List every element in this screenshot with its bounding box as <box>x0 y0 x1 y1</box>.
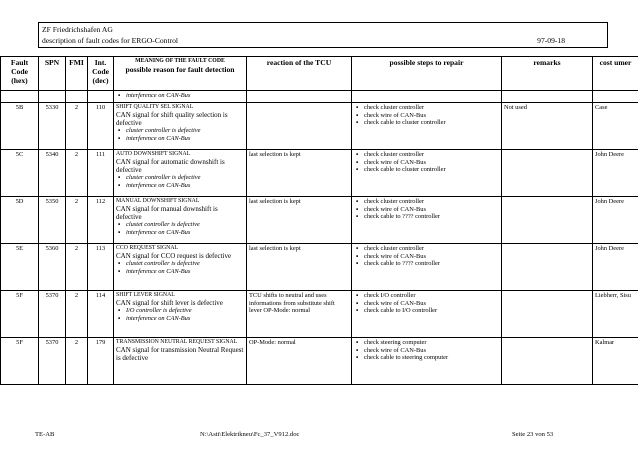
repair-step: ▪ check cable to ???? controller <box>354 260 499 268</box>
meaning-cell <box>114 291 247 338</box>
col-meaning-sub: possible reason for fault detection <box>125 65 235 74</box>
meaning-cell <box>114 103 247 150</box>
repair-step: ▪ check wire of CAN-Bus <box>354 253 499 261</box>
reason-item: ▪ interference on CAN-Bus <box>116 182 244 190</box>
repair-list <box>354 339 499 362</box>
remarks-cell <box>502 291 593 338</box>
int-code-cell: 111 <box>88 150 114 197</box>
signal-description: CAN signal for manual downshift is defective <box>116 205 218 221</box>
customer-cell: John Deere <box>593 150 638 197</box>
int-code-cell: 114 <box>88 291 114 338</box>
repair-step: ▪ check cluster controller <box>354 151 499 159</box>
remarks-cell <box>502 338 593 385</box>
repair-step: ▪ check steering computer <box>354 339 499 347</box>
int-code-cell: 179 <box>88 338 114 385</box>
meaning-cell <box>114 244 247 291</box>
remarks-cell <box>502 197 593 244</box>
table-row <box>1 244 638 291</box>
fault-code-cell: 5C <box>1 150 39 197</box>
table-row <box>1 338 638 385</box>
meaning-cell <box>114 150 247 197</box>
signal-description: CAN signal for transmission Neutral Request is defective <box>116 346 244 362</box>
fmi-cell: 2 <box>66 150 88 197</box>
repair-step: ▪ check wire of CAN-Bus <box>354 347 499 355</box>
repair-cell <box>352 291 502 338</box>
spn-cell: 5370 <box>39 291 66 338</box>
col-customer: cost umer <box>593 57 638 91</box>
reason-item: ▪ cluster controller is defective <box>116 127 244 135</box>
meaning-cell <box>114 197 247 244</box>
repair-step: ▪ check I/O controller <box>354 292 499 300</box>
table-row <box>1 150 638 197</box>
repair-cell <box>352 197 502 244</box>
reaction-cell: last selection is kept <box>247 197 352 244</box>
customer-cell: John Deere <box>593 197 638 244</box>
fmi-cell: 2 <box>66 338 88 385</box>
col-repair: possible steps to repair <box>352 57 502 91</box>
reason-list <box>116 221 244 236</box>
repair-step: ▪ check cluster controller <box>354 245 499 253</box>
reason-list <box>116 307 244 322</box>
repair-step: ▪ check wire of CAN-Bus <box>354 112 499 120</box>
reason-item: ▪ interference on CAN-Bus <box>116 229 244 237</box>
spn-cell: 5350 <box>39 197 66 244</box>
table-header-row <box>1 57 638 91</box>
reason-item: ▪ clustet controller is defective <box>116 260 244 268</box>
fmi-cell: 2 <box>66 291 88 338</box>
repair-step: ▪ check cable to cluster controller <box>354 166 499 174</box>
col-reaction: reaction of the TCU <box>247 57 352 91</box>
repair-step: ▪ check cable to steering computer <box>354 354 499 362</box>
fmi-cell: 2 <box>66 103 88 150</box>
reason-list <box>116 174 244 189</box>
reaction-cell: TCU shifts to neutral and uses informations from substitute shift lever OP-Mode: normal <box>247 291 352 338</box>
int-code-cell: 110 <box>88 103 114 150</box>
col-remarks: remarks <box>502 57 593 91</box>
col-meaning <box>114 57 247 91</box>
col-fault-code: Fault Code (hex) <box>1 57 39 91</box>
fault-code-cell: 5F <box>1 291 39 338</box>
repair-list <box>354 151 499 174</box>
signal-description: CAN signal for automatic downshift is defective <box>116 158 225 174</box>
repair-list <box>354 292 499 315</box>
signal-title: CCO REQUEST SIGNAL <box>116 245 179 251</box>
company-name: ZF Friedrichshafen AG <box>42 25 113 34</box>
int-code-cell: 112 <box>88 197 114 244</box>
remarks-cell: Not used <box>502 103 593 150</box>
repair-step: ▪ check wire of CAN-Bus <box>354 159 499 167</box>
signal-title: SHIFT LEVER SIGNAL <box>116 292 175 298</box>
reason-item: ▪ cluster controller is defective <box>116 174 244 182</box>
reason-list <box>116 127 244 142</box>
remarks-cell <box>502 244 593 291</box>
fmi-cell: 2 <box>66 197 88 244</box>
document-header <box>38 22 608 48</box>
signal-title: TRANSMISSION NEUTRAL REQUEST SIGNAL <box>116 339 238 345</box>
repair-step: ▪ check wire of CAN-Bus <box>354 300 499 308</box>
repair-cell <box>352 103 502 150</box>
footer-file-path: N:\Astt\Elektrikneu\Fc_37_V912.doc <box>200 431 300 438</box>
spn-cell: 5360 <box>39 244 66 291</box>
document-description: description of fault codes for ERGO-Control <box>42 36 179 45</box>
repair-step: ▪ check cable to I/O controller <box>354 307 499 315</box>
reason-item: ▪ interference on CAN-Bus <box>116 315 244 323</box>
repair-step: ▪ check cluster controller <box>354 104 499 112</box>
reason-item: ▪ I/O controller is defective <box>116 307 244 315</box>
spn-cell: 5370 <box>39 338 66 385</box>
col-meaning-title: MEANING OF THE FAULT CODE <box>135 58 225 64</box>
repair-list <box>354 104 499 127</box>
table-row <box>1 197 638 244</box>
customer-cell: Kalmar <box>593 338 638 385</box>
repair-step: ▪ check cluster controller <box>354 198 499 206</box>
repair-step: ▪ check cable to ???? controller <box>354 213 499 221</box>
carryover-reason: ▪ interference on CAN-Bus <box>116 92 244 100</box>
document-date: 97-09-18 <box>537 36 565 45</box>
signal-description: CAN signal for shift lever is defective <box>116 299 223 307</box>
reaction-cell <box>247 103 352 150</box>
reaction-cell: last selection is kept <box>247 244 352 291</box>
customer-cell: Case <box>593 103 638 150</box>
fmi-cell: 2 <box>66 244 88 291</box>
col-int-code: Int. Code (dec) <box>88 57 114 91</box>
repair-step: ▪ check cable to cluster controller <box>354 119 499 127</box>
int-code-cell: 113 <box>88 244 114 291</box>
customer-cell: John Deere <box>593 244 638 291</box>
fault-code-table <box>0 56 638 385</box>
signal-description: CAN signal for CCO request is defective <box>116 252 232 260</box>
signal-title: AUTO DOWNSHIFT SIGNAL <box>116 151 191 157</box>
signal-description: CAN signal for shift quality selection is defective <box>116 111 228 127</box>
spn-cell: 5330 <box>39 103 66 150</box>
spn-cell: 5340 <box>39 150 66 197</box>
signal-title: SHIFT QUALITY SEL SIGNAL <box>116 104 194 110</box>
repair-cell <box>352 338 502 385</box>
table-row <box>1 103 638 150</box>
fault-code-cell: 5D <box>1 197 39 244</box>
fault-code-cell: 5E <box>1 244 39 291</box>
repair-step: ▪ check wire of CAN-Bus <box>354 206 499 214</box>
customer-cell: Liebherr, Sisu <box>593 291 638 338</box>
carryover-row <box>1 91 638 103</box>
reason-item: ▪ clustet controller is defective <box>116 221 244 229</box>
meaning-cell <box>114 338 247 385</box>
footer-left: TE-AB <box>35 431 55 438</box>
repair-list <box>354 198 499 221</box>
col-spn: SPN <box>39 57 66 91</box>
fault-code-cell: 5F <box>1 338 39 385</box>
col-fmi: FMI <box>66 57 88 91</box>
remarks-cell <box>502 150 593 197</box>
signal-title: MANUAL DOWNSHIFT SIGNAL <box>116 198 200 204</box>
table-row <box>1 291 638 338</box>
repair-cell <box>352 244 502 291</box>
footer-page-number: Seite 23 von 53 <box>512 431 554 438</box>
reason-list <box>116 260 244 275</box>
reaction-cell: last selection is kept <box>247 150 352 197</box>
reason-item: ▪ interference on CAN-Bus <box>116 268 244 276</box>
repair-list <box>354 245 499 268</box>
repair-cell <box>352 150 502 197</box>
reaction-cell: OP-Mode: normal <box>247 338 352 385</box>
reason-item: ▪ interference on CAN-Bus <box>116 135 244 143</box>
fault-code-cell: 5B <box>1 103 39 150</box>
